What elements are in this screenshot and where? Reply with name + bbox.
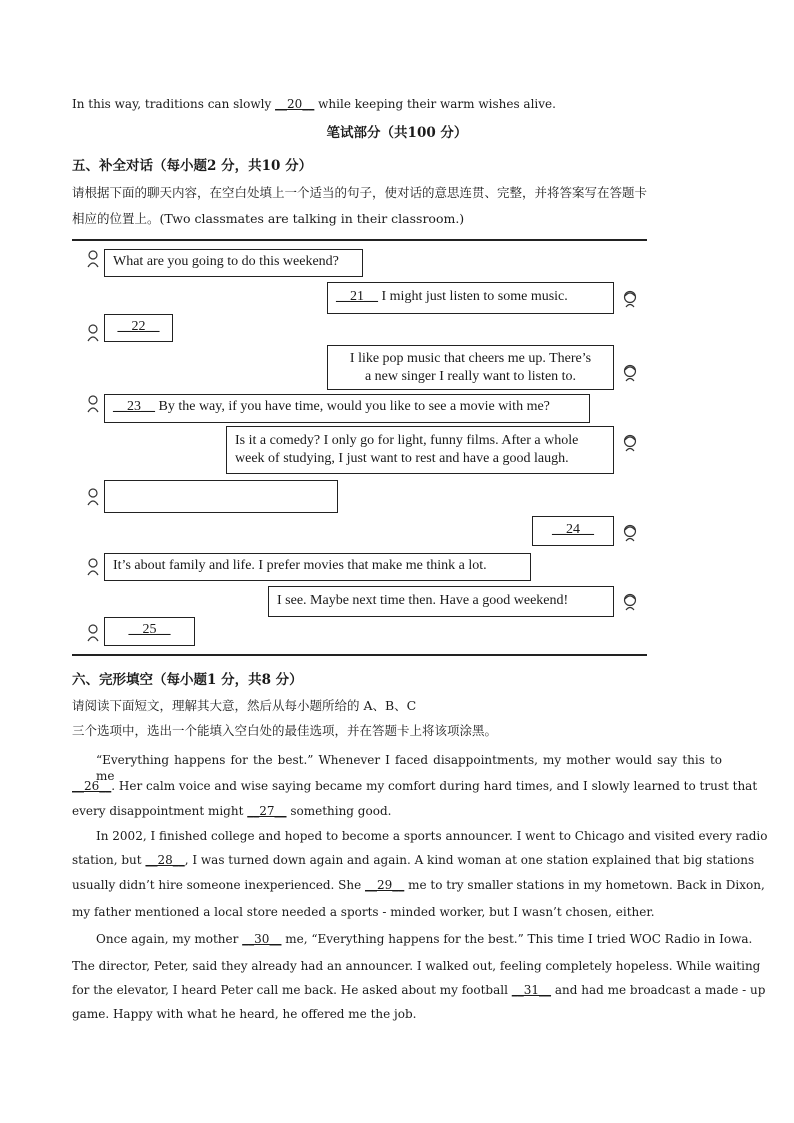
- dialogue-bottom-rule: [72, 654, 647, 656]
- passage-text: Once again, my mother: [96, 932, 243, 946]
- section6-instruction-1: 请阅读下面短文，理解其大意，然后从每小题所给的 A、B、C: [72, 698, 417, 713]
- passage-text: something good.: [286, 804, 392, 818]
- section5-instruction-2: 相应的位置上。(Two classmates are talking in their classroom.): [72, 211, 465, 226]
- speaker-a-avatar-icon: [86, 624, 100, 642]
- blank-23: __23__: [113, 399, 155, 414]
- passage-line-10: [72, 982, 766, 998]
- passage-text: . Her calm voice and wise saying became my comfort during hard times, and I slowly learned to trust that: [111, 779, 758, 793]
- section6-instruction-2: 三个选项中，选出一个能填入空白处的最佳选项，并在答题卡上将该项涂黑。: [72, 723, 498, 738]
- dialogue-text: By the way, if you have time, would you like to see a movie with me?: [155, 399, 550, 414]
- section6-heading: 六、完形填空（每小题1 分，共8 分）: [72, 672, 303, 688]
- speaker-a-avatar-icon: [86, 488, 100, 506]
- blank-31: __31__: [511, 983, 552, 997]
- blank-24: __24__: [552, 522, 594, 537]
- passage-text: me, “Everything happens for the best.” This time I tried WOC Radio in Iowa.: [281, 932, 753, 946]
- section5-instruction-1: 请根据下面的聊天内容，在空白处填上一个适当的句子，使对话的意思连贯、完整，并将答案写在答题卡: [72, 185, 648, 200]
- passage-line-4: [96, 828, 768, 844]
- dialogue-bubble-b3: [226, 426, 614, 474]
- blank-25: __25__: [128, 622, 171, 637]
- passage-text: In 2002, I finished college and hoped to become a sports announcer. I went to Chicago and visited every radio: [96, 829, 768, 843]
- passage-line-11: [72, 1006, 722, 1022]
- speaker-b-avatar-icon: [623, 434, 637, 452]
- blank-27: __27__: [247, 804, 287, 818]
- dialogue-bubble-a6: [104, 617, 195, 646]
- passage-text: my father mentioned a local store needed a sports - minded worker, but I wasn’t chosen, either.: [72, 905, 655, 919]
- written-section-title: 笔试部分（共100 分）: [326, 125, 468, 141]
- speaker-a-avatar-icon: [86, 324, 100, 342]
- blank-30: __30__: [242, 932, 282, 946]
- dialogue-text-line1: I like pop music that cheers me up. There’s: [349, 351, 592, 366]
- passage-text: game. Happy with what he heard, he offered me the job.: [72, 1007, 417, 1021]
- intro-after: while keeping their warm wishes alive.: [314, 97, 556, 111]
- speaker-b-avatar-icon: [623, 290, 637, 308]
- passage-text: “Everything happens for the best.” Whenever I faced disappointments, my mother would say this to me: [96, 753, 722, 783]
- speaker-a-avatar-icon: [86, 395, 100, 413]
- dialogue-text: It’s about family and life. I prefer movies that make me think a lot.: [113, 558, 487, 573]
- passage-line-8: [96, 931, 753, 947]
- speaker-b-avatar-icon: [623, 524, 637, 542]
- dialogue-bubble-b5: [268, 586, 614, 617]
- dialogue-bubble-a4-empty: [104, 480, 338, 513]
- dialogue-bubble-a2: [104, 314, 173, 342]
- passage-text: and had me broadcast a made - up: [551, 983, 766, 997]
- speaker-b-avatar-icon: [623, 364, 637, 382]
- passage-text: for the elevator, I heard Peter call me back. He asked about my football: [72, 983, 512, 997]
- blank-20: __20__: [275, 97, 315, 111]
- dialogue-bubble-b2: [327, 345, 614, 390]
- speaker-a-avatar-icon: [86, 558, 100, 576]
- blank-26: __26__: [72, 779, 112, 793]
- dialogue-text: I might just listen to some music.: [378, 289, 568, 304]
- speaker-b-avatar-icon: [623, 593, 637, 611]
- passage-line-7: [72, 904, 722, 920]
- section5-heading: 五、补全对话（每小题2 分，共10 分）: [72, 158, 313, 174]
- intro-before: In this way, traditions can slowly: [72, 97, 276, 111]
- dialogue-text-line2: week of studying, I just want to rest and have a good laugh.: [235, 451, 569, 466]
- passage-line-9: [72, 958, 761, 974]
- dialogue-text: I see. Maybe next time then. Have a good weekend!: [277, 593, 569, 608]
- passage-line-3: [72, 803, 722, 819]
- passage-text: station, but: [72, 853, 146, 867]
- dialogue-text-line1: Is it a comedy? I only go for light, funny films. After a whole: [235, 433, 579, 448]
- blank-22: __22__: [117, 319, 160, 334]
- passage-text: usually didn’t hire someone inexperienced. She: [72, 878, 365, 892]
- speaker-a-avatar-icon: [86, 250, 100, 268]
- dialogue-bubble-b1: [327, 282, 614, 314]
- passage-text: me to try smaller stations in my hometown. Back in Dixon,: [404, 878, 765, 892]
- dialogue-bubble-a5: [104, 553, 531, 581]
- dialogue-bubble-a1: [104, 249, 363, 277]
- dialogue-bubble-b4: [532, 516, 614, 546]
- blank-21: __21__: [336, 289, 378, 304]
- dialogue-text-line2: a new singer I really want to listen to.: [364, 369, 577, 384]
- passage-line-5: [72, 852, 755, 868]
- passage-text: , I was turned down again and again. A kind woman at one station explained that big stations: [184, 853, 755, 867]
- intro-line: [72, 96, 722, 112]
- passage-line-2: [72, 778, 758, 794]
- passage-text: every disappointment might: [72, 804, 248, 818]
- dialogue-bubble-a3: [104, 394, 590, 423]
- passage-line-6: [72, 877, 765, 893]
- dialogue-text: What are you going to do this weekend?: [113, 254, 339, 269]
- blank-28: __28__: [145, 853, 185, 867]
- passage-text: The director, Peter, said they already had an announcer. I walked out, feeling completely hopeless. While waiting: [72, 959, 761, 973]
- dialogue-top-rule: [72, 239, 647, 241]
- blank-29: __29__: [365, 878, 405, 892]
